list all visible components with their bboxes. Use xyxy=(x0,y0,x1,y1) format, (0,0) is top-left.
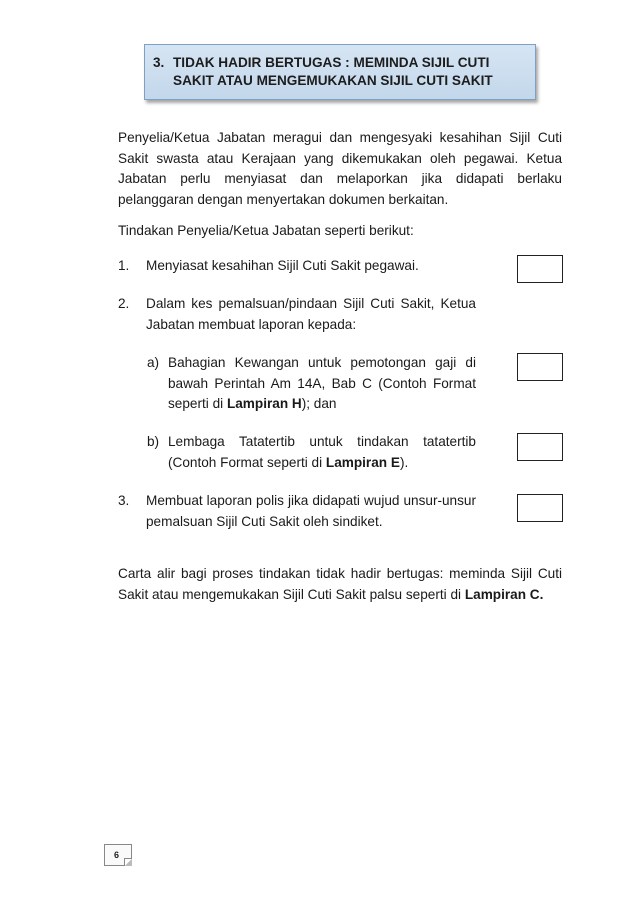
page-number-tab xyxy=(104,844,132,866)
page-number: 6 xyxy=(114,850,120,860)
subitem-b-checkbox[interactable] xyxy=(517,433,563,461)
item-1-text: Menyiasat kesahihan Sijil Cuti Sakit pegawai. xyxy=(146,258,419,273)
section-title-line1: TIDAK HADIR BERTUGAS : MEMINDA SIJIL CUTI xyxy=(173,55,490,70)
subitem-b-reference: Lampiran E xyxy=(325,454,400,470)
actions-intro: Tindakan Penyelia/Ketua Jabatan seperti berikut: xyxy=(118,223,414,238)
page-curl-icon xyxy=(124,858,132,866)
item-1-number: 1. xyxy=(118,258,130,273)
section-number: 3. xyxy=(153,55,165,70)
subitem-a-text: Bahagian Kewangan untuk pemotongan gaji di bawah Perintah Am 14A, Bab C (Contoh Format seperti di Lampiran H); dan xyxy=(168,355,476,411)
subitem-a-checkbox[interactable] xyxy=(517,353,563,381)
item-2-text: Dalam kes pemalsuan/pindaan Sijil Cuti Sakit, Ketua Jabatan membuat laporan kepada: xyxy=(146,296,476,332)
intro-paragraph: Penyelia/Ketua Jabatan meragui dan mengesyaki kesahihan Sijil Cuti Sakit swasta atau Kerajaan yang dikemukakan oleh pegawai. Ketua Jabatan perlu menyiasat dan melaporkan jika didapati berlaku pelanggaran dengan menyertakan dokumen berkaitan. xyxy=(118,130,562,207)
item-1-checkbox[interactable] xyxy=(517,255,563,283)
section-heading xyxy=(144,44,536,100)
section-title-line2: SAKIT ATAU MENGEMUKAKAN SIJIL CUTI SAKIT xyxy=(173,73,493,88)
closing-paragraph: Carta alir bagi proses tindakan tidak hadir bertugas: meminda Sijil Cuti Sakit atau mengemukakan Sijil Cuti Sakit palsu seperti di Lampiran C. xyxy=(118,566,562,602)
subitem-b-text: Lembaga Tatatertib untuk tindakan tatatertib (Contoh Format seperti di Lampiran E). xyxy=(168,434,476,470)
item-3-text: Membuat laporan polis jika didapati wujud unsur-unsur pemalsuan Sijil Cuti Sakit oleh sindiket. xyxy=(146,493,476,529)
closing-reference: Lampiran C. xyxy=(464,586,544,602)
subitem-b-label: b) xyxy=(147,434,160,449)
item-2-number: 2. xyxy=(118,296,130,311)
subitem-a-label: a) xyxy=(147,355,160,370)
subitem-a-reference: Lampiran H xyxy=(226,396,302,411)
item-3-number: 3. xyxy=(118,493,130,508)
item-3-checkbox[interactable] xyxy=(517,494,563,522)
